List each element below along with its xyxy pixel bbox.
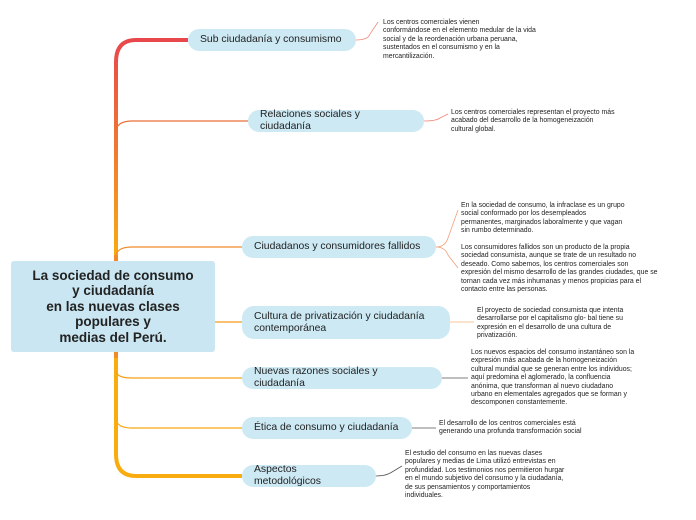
topic-cultura-privatizacion[interactable] [242, 306, 450, 339]
topic-ciudadanos-consumidores[interactable] [242, 236, 436, 258]
note-etica-consumo: El desarrollo de los centros comerciales está generando una profunda transformación social [439, 420, 582, 436]
topic-label: Ciudadanos y consumidores fallidos [254, 241, 421, 252]
note-cultura-privatizacion: El proyecto de sociedad consumista que intenta desarrollarse por el capitalismo glo- bal tiene su expresión en el desarrollo de una cultura de privatización. [477, 307, 624, 340]
central-topic[interactable]: La sociedad de consumo y ciudadanía en las nuevas clases populares y medias del Perú. [11, 261, 215, 352]
trunk-line-lower [116, 352, 242, 476]
topic-label: Aspectos metodológicos [254, 464, 322, 487]
topic-label: Ética de consumo y ciudadanía [254, 422, 399, 433]
topic-aspectos-metodologicos[interactable] [242, 465, 376, 487]
branch-3 [116, 247, 242, 255]
topic-label: Nuevas razones sociales y ciudadanía [254, 366, 378, 389]
note-line-3a [436, 210, 458, 247]
note-line-1 [356, 22, 378, 40]
note-sub-ciudadania: Los centros comerciales vienen conformándose en el elemento medular de la vida social y de la reordenación urbana peruana, sustentados en el consumismo y en la mercantilización. [383, 19, 536, 60]
topic-etica-consumo[interactable] [242, 417, 412, 439]
branch-6 [116, 420, 242, 428]
note-aspectos-metodologicos: El estudio del consumo en las nuevas clases populares y medias de Lima utilizó entrevistas en profundidad. Los testimonios nos permitieron hurgar en el mundo subjetivo del consumo y la ciudadanía, de sus pensamientos y comportamientos individuales. [405, 450, 565, 500]
note-line-2 [424, 114, 448, 121]
topic-label: Cultura de privatización y ciudadanía contemporánea [254, 310, 425, 334]
note-line-3b [436, 247, 458, 268]
note-consumidores-fallidos: Los consumidores fallidos son un producto de la propia sociedad consumista, aunque se trate de un resultado no deseado. Como sabemos, los centros comerciales son expresión del mismo desarrollo de las grandes ciudades, que se tornan cada vez más inhumanas y menos propicias para el contacto entre las personas. [461, 244, 658, 294]
note-relaciones-sociales: Los centros comerciales representan el proyecto más acabado del desarrollo de la homogeneización cultural global. [451, 109, 615, 133]
topic-relaciones-sociales[interactable] [248, 110, 424, 132]
note-line-7 [376, 466, 402, 476]
topic-sub-ciudadania[interactable] [188, 29, 356, 51]
topic-label: Sub ciudadanía y consumismo [200, 34, 342, 45]
note-nuevas-razones: Los nuevos espacios del consumo instantáneo son la expresión más acabada de la homogeneización cultural mundial que se generan entre los individuos; aquí predomina el aglomerado, la confluencia anónima, que transforman al nuevo ciudadano urbano en elementales agregados que se forman y descomponen constantemente. [471, 349, 635, 407]
topic-nuevas-razones[interactable] [242, 367, 442, 389]
note-infraclase: En la sociedad de consumo, la infraclase es un grupo social conformado por los desempleados permanentes, marginados laboralmente y que vagan sin rumbo determinado. [461, 202, 625, 235]
topic-label: Relaciones sociales y ciudadanía [260, 109, 360, 132]
branch-5 [116, 372, 242, 378]
branch-2 [116, 121, 248, 130]
trunk-line [116, 40, 188, 261]
